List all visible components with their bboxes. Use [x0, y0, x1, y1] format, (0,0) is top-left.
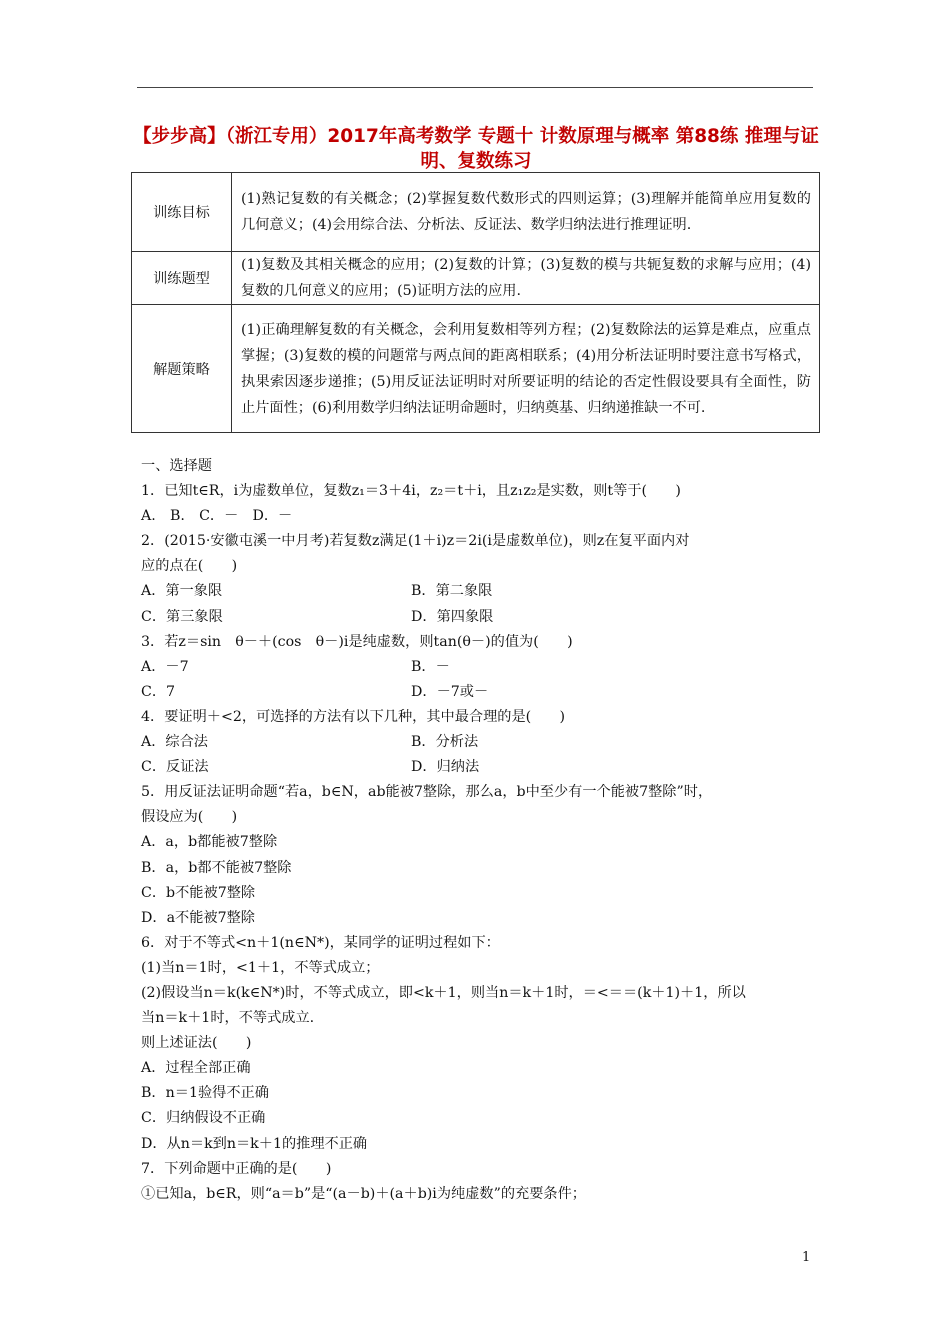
option-c: C．第三象限	[141, 608, 223, 625]
table-label: 解题策略	[132, 305, 232, 433]
option-d: D．－7或－	[411, 683, 489, 700]
question-5-stem: 5．用反证法证明命题“若a，b∈N，ab能被7整除，那么a，b中至少有一个能被7整除”时，	[141, 784, 713, 801]
option-b: B．分析法	[411, 734, 479, 751]
option-a: A．－7	[141, 658, 189, 675]
question-5-stem-cont: 假设应为( )	[141, 809, 238, 826]
question-2-options-row	[141, 605, 817, 630]
question-6-ask: 则上述证法( )	[141, 1035, 252, 1052]
question-4-options-row	[141, 755, 817, 780]
option-d: D．第四象限	[411, 608, 494, 625]
option-c: C．7	[141, 683, 176, 700]
question-2-options-row	[141, 579, 817, 604]
table-label: 训练目标	[132, 173, 232, 252]
option-b: B．第二象限	[411, 583, 493, 600]
table-text: (1)熟记复数的有关概念；(2)掌握复数代数形式的四则运算；(3)理解并能简单应用复数的几何意义；(4)会用综合法、分析法、反证法、数学归纳法进行推理证明.	[232, 173, 820, 252]
header-rule	[137, 87, 813, 88]
question-4-options-row	[141, 730, 817, 755]
question-6-proof-step-2: (2)假设当n＝k(k∈N*)时，不等式成立，即<k＋1，则当n＝k＋1时，＝<＝＝(k＋1)＋1，所以	[141, 984, 746, 1001]
option-d: D．归纳法	[411, 759, 480, 776]
question-6-proof-step-2-cont: 当n＝k＋1时，不等式成立.	[141, 1010, 315, 1027]
option-c: C．b不能被7整除	[141, 884, 256, 901]
question-7-stem: 7．下列命题中正确的是( )	[141, 1160, 332, 1177]
option-c: C．归纳假设不正确	[141, 1110, 266, 1127]
option-c: C．反证法	[141, 759, 209, 776]
question-3-stem: 3．若z＝sin θ－＋(cos θ－)i是纯虚数，则tan(θ－)的值为( )	[141, 633, 573, 650]
question-4-stem: 4．要证明＋<2，可选择的方法有以下几种，其中最合理的是( )	[141, 708, 566, 725]
option-a: A．综合法	[141, 734, 208, 751]
question-2-stem: 2．(2015·安徽屯溪一中月考)若复数z满足(1＋i)z＝2i(i是虚数单位)，则z在复平面内对	[141, 533, 690, 550]
question-6-stem: 6．对于不等式<n＋1(n∈N*)，某同学的证明过程如下：	[141, 934, 500, 951]
question-7-item-1: ①已知a，b∈R，则“a＝b”是“(a－b)＋(a＋b)i为纯虚数”的充要条件；	[141, 1185, 586, 1202]
document-title: 【步步高】（浙江专用）2017年高考数学 专题十 计数原理与概率 第88练 推理与证明、复数练习	[133, 126, 819, 172]
option-b: B．－	[411, 658, 450, 675]
option-b: B．n＝1验得不正确	[141, 1085, 269, 1102]
option-d: D．a不能被7整除	[141, 909, 255, 926]
section-heading: 一、选择题	[141, 458, 212, 474]
option-d: D．从n＝k到n＝k＋1的推理不正确	[141, 1135, 368, 1152]
table-row	[132, 305, 820, 433]
question-3-options-row	[141, 655, 817, 680]
question-1-options: A. B. C．－ D．－	[141, 508, 293, 525]
option-b: B．a，b都不能被7整除	[141, 859, 292, 876]
table-row	[132, 173, 820, 252]
table-row	[132, 252, 820, 305]
page-number: 1	[802, 1250, 811, 1265]
option-a: A．a，b都能被7整除	[141, 834, 278, 851]
question-3-options-row	[141, 680, 817, 705]
table-text: (1)复数及其相关概念的应用；(2)复数的计算；(3)复数的模与共轭复数的求解与应用；(4)复数的几何意义的应用；(5)证明方法的应用.	[232, 252, 820, 305]
table-label: 训练题型	[132, 252, 232, 305]
question-1-stem: 1．已知t∈R，i为虚数单位，复数z₁＝3＋4i，z₂＝t＋i，且z₁z₂是实数，则t等于( )	[141, 483, 681, 500]
option-a: A．第一象限	[141, 583, 223, 600]
training-info-table	[131, 172, 820, 433]
question-6-proof-step-1: (1)当n＝1时，<1＋1，不等式成立；	[141, 959, 380, 976]
table-text: (1)正确理解复数的有关概念，会利用复数相等列方程；(2)复数除法的运算是难点，应重点掌握；(3)复数的模的问题常与两点间的距离相联系；(4)用分析法证明时要注意书写格式，执果索因逐步递推；(5)用反证法证明时对所要证明的结论的否定性假设要具有全面性，防止片面性；(6)利用数学归纳法证明命题时，归纳奠基、归纳递推缺一不可.	[232, 305, 820, 433]
questions	[141, 454, 817, 1207]
option-a: A．过程全部正确	[141, 1060, 251, 1077]
question-2-stem-cont: 应的点在( )	[141, 558, 238, 575]
